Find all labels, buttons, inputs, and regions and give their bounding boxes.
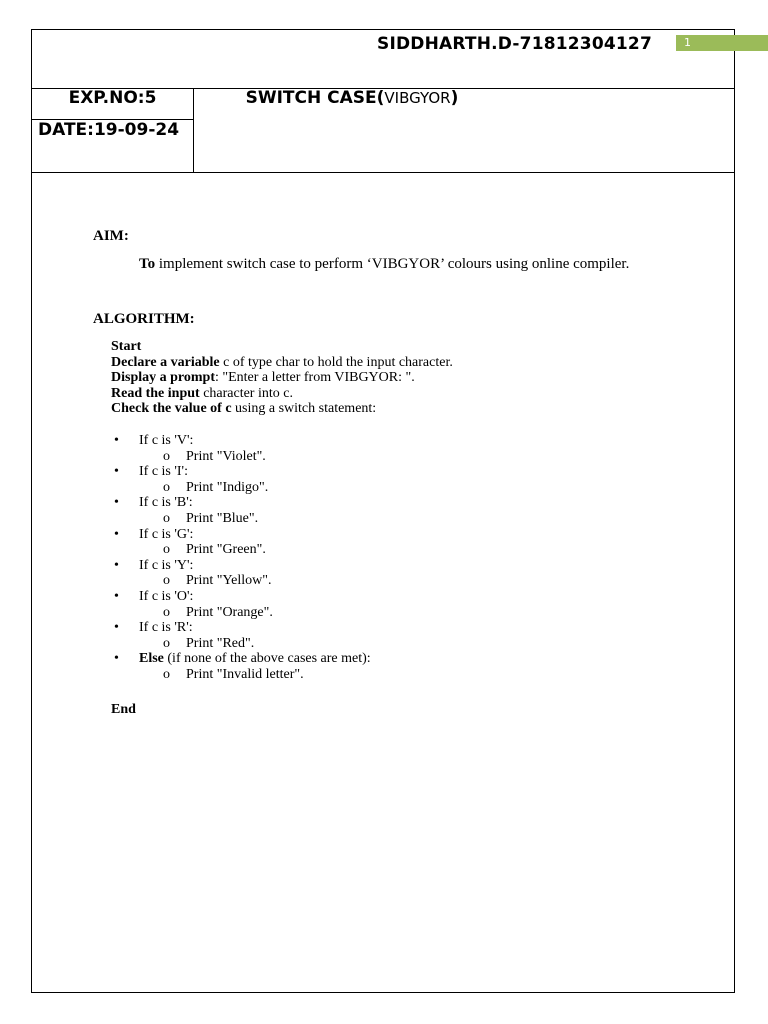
algorithm-step	[111, 355, 453, 371]
case-action: o Print "Red".	[111, 636, 371, 652]
step-bold: Display a prompt	[111, 370, 215, 386]
aim-lead: To	[139, 256, 156, 272]
case-condition: • If c is 'G':	[111, 527, 371, 543]
aim-heading: AIM:	[93, 228, 129, 244]
experiment-date: DATE:19-09-24	[38, 120, 180, 140]
case-condition: • If c is 'V':	[111, 433, 371, 449]
title-sub: VIBGYOR	[384, 89, 451, 107]
experiment-number: EXP.NO:5	[68, 88, 157, 108]
case-condition: • If c is 'R':	[111, 620, 371, 636]
case-action: o Print "Violet".	[111, 449, 371, 465]
step-text: using a switch statement:	[231, 401, 377, 417]
step-bold: Declare a variable	[111, 354, 220, 370]
else-condition	[111, 651, 371, 667]
algorithm-step	[111, 386, 453, 402]
aim-body: implement switch case to perform ‘VIBGYOR’ colours using online compiler.	[155, 256, 630, 272]
case-condition: • If c is 'B':	[111, 495, 371, 511]
algorithm-step	[111, 370, 453, 386]
else-action: o Print "Invalid letter".	[111, 667, 371, 683]
step-text: c of type char to hold the input character.	[219, 354, 453, 370]
student-name-id: SIDDHARTH.D-71812304127	[377, 34, 652, 54]
else-text: (if none of the above cases are met):	[163, 651, 371, 667]
case-action: o Print "Blue".	[111, 511, 371, 527]
else-bold: Else	[139, 651, 164, 667]
step-bold: Read the input	[111, 385, 200, 401]
case-action: o Print "Orange".	[111, 605, 371, 621]
table-bottom-divider	[31, 172, 735, 173]
algorithm-end: End	[111, 702, 136, 717]
case-condition: • If c is 'I':	[111, 464, 371, 480]
algorithm-start: Start	[111, 339, 142, 354]
switch-cases-list	[111, 433, 371, 683]
case-condition: • If c is 'O':	[111, 589, 371, 605]
case-condition: • If c is 'Y':	[111, 558, 371, 574]
case-action: o Print "Indigo".	[111, 480, 371, 496]
step-text: : "Enter a letter from VIBGYOR: ".	[214, 370, 415, 386]
algorithm-step	[111, 401, 453, 417]
aim-text	[139, 256, 629, 273]
step-bold: Check the value of c	[111, 401, 232, 417]
experiment-title	[194, 88, 510, 108]
step-text: character into c.	[199, 385, 293, 401]
algorithm-heading: ALGORITHM:	[93, 311, 195, 327]
title-end: )	[450, 88, 459, 108]
algorithm-steps	[111, 339, 453, 417]
case-action: o Print "Green".	[111, 542, 371, 558]
title-main: SWITCH CASE(	[245, 88, 385, 108]
case-action: o Print "Yellow".	[111, 573, 371, 589]
page-number-badge: 1	[676, 35, 768, 51]
